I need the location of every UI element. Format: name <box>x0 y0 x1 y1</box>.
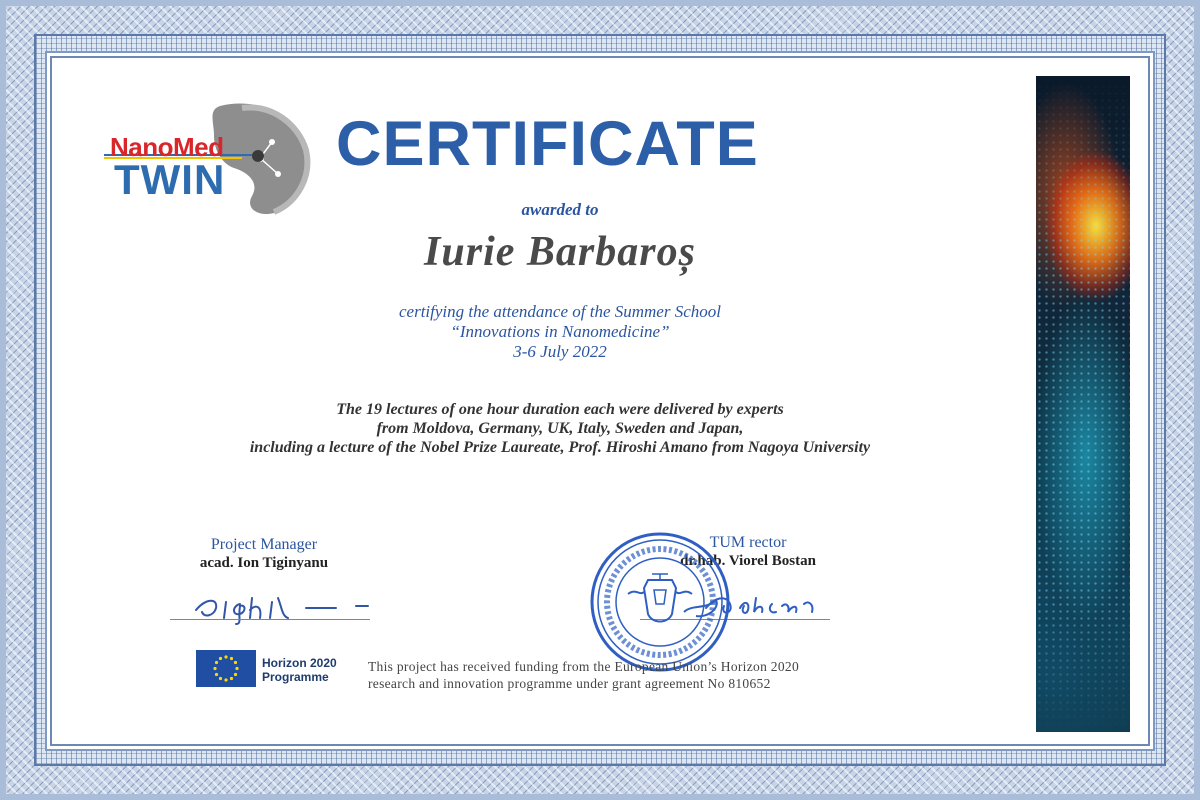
logo-twin-text: TWIN <box>114 156 226 203</box>
programme-name: Horizon 2020 <box>262 656 337 670</box>
eu-flag-icon <box>196 650 256 687</box>
signer-name: acad. Ion Tiginyanu <box>199 555 329 571</box>
signature-block-project-manager <box>164 536 364 572</box>
attendance-statement <box>150 302 970 362</box>
attendance-line: certifying the attendance of the Summer School <box>399 302 721 321</box>
certificate-title: CERTIFICATE <box>336 109 759 179</box>
lectures-line: The 19 lectures of one hour duration each were delivered by experts <box>336 401 784 418</box>
funding-line: research and innovation programme under grant agreement No 810652 <box>368 676 771 691</box>
recipient-name: Iurie Barbaroș <box>424 229 696 275</box>
signature-line-left <box>170 619 370 620</box>
horizon-2020-label <box>262 656 337 684</box>
school-dates: 3-6 July 2022 <box>513 342 607 361</box>
school-title: “Innovations in Nanomedicine” <box>450 322 670 341</box>
programme-suffix: Programme <box>262 670 329 684</box>
lectures-line: including a lecture of the Nobel Prize Laureate, Prof. Hiroshi Amano from Nagoya University <box>249 439 871 456</box>
lectures-line: from Moldova, Germany, UK, Italy, Sweden and Japan, <box>376 420 744 437</box>
decorative-light-strip <box>1036 76 1130 732</box>
logo-nanomed-text: NanoMed <box>110 132 224 162</box>
lectures-statement <box>150 400 970 457</box>
funding-line: This project has received funding from the European Union’s Horizon 2020 <box>368 659 799 674</box>
signer-role: TUM rector <box>709 534 787 551</box>
handwritten-signature-left <box>186 588 396 628</box>
dot-pattern <box>1036 76 1130 732</box>
handwritten-signature-right <box>700 584 830 620</box>
awarded-to-label: awarded to <box>521 200 599 219</box>
signer-name: dr.hab. Viorel Bostan <box>680 553 816 569</box>
funding-statement <box>368 658 799 692</box>
signer-role: Project Manager <box>210 536 318 553</box>
